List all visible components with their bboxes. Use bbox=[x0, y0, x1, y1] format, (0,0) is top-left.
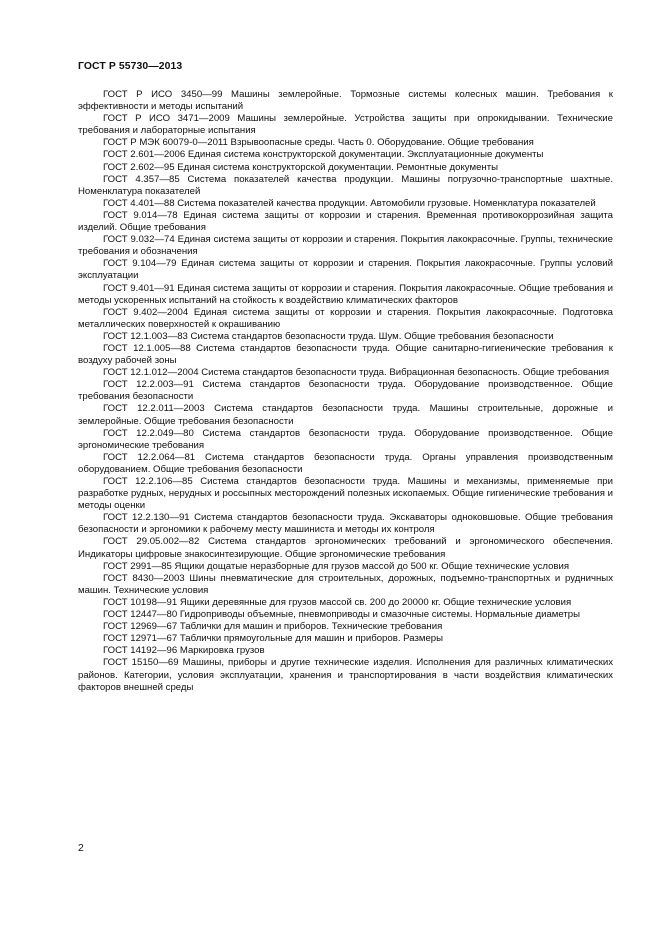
reference-item: ГОСТ 12.1.003—83 Система стандартов безопасности труда. Шум. Общие требования безопасности bbox=[103, 330, 554, 342]
reference-item: ГОСТ 9.401—91 Единая система защиты от коррозии и старения. Покрытия лакокрасочные. Общие требования и методы ускоренных испытаний на стойкость к воздействию климатических факторов bbox=[78, 282, 613, 306]
reference-item: ГОСТ 12.1.012—2004 Система стандартов безопасности труда. Вибрационная безопасность. Общие требования bbox=[103, 367, 610, 379]
document-header: ГОСТ Р 55730—2013 bbox=[78, 61, 183, 72]
reference-item: ГОСТ 10198—91 Ящики деревянные для грузов массой св. 200 до 20000 кг. Общие технические условия bbox=[103, 596, 572, 608]
reference-item: ГОСТ 4.357—85 Система показателей качества продукции. Машины погрузочно-транспортные шахтные. Номенклатура показателей bbox=[78, 173, 613, 197]
reference-item: ГОСТ Р ИСО 3450—99 Машины землеройные. Тормозные системы колесных машин. Требования к эффективности и методы испытаний bbox=[78, 89, 613, 113]
reference-item: ГОСТ 2.602—95 Единая система конструкторской документации. Ремонтные документы bbox=[103, 161, 498, 173]
normative-references-list bbox=[78, 89, 613, 694]
reference-item: ГОСТ 12.2.106—85 Система стандартов безопасности труда. Машины и механизмы, применяемые при разработке рудных, нерудных и россыпных месторождений полезных ископаемых. Общие гигиенические требования и методы оценки bbox=[78, 476, 613, 512]
reference-item: ГОСТ 29.05.002—82 Система стандартов эргономических требований и эргономического обеспечения. Индикаторы цифровые знакосинтезирующие. Общие эргономические требования bbox=[78, 536, 613, 560]
reference-item: ГОСТ 2.601—2006 Единая система конструкторской документации. Эксплуатационные документы bbox=[103, 149, 544, 161]
reference-item: ГОСТ 2991—85 Ящики дощатые неразборные для грузов массой до 500 кг. Общие технические условия bbox=[103, 560, 570, 572]
reference-item: ГОСТ 9.402—2004 Единая система защиты от коррозии и старения. Покрытия лакокрасочные. Подготовка металлических поверхностей к окрашиванию bbox=[78, 306, 613, 330]
reference-item: ГОСТ 9.104—79 Единая система защиты от коррозии и старения. Покрытия лакокрасочные. Группы условий эксплуатации bbox=[78, 258, 613, 282]
reference-item: ГОСТ 9.014—78 Единая система защиты от коррозии и старения. Временная противокоррозийная защита изделий. Общие требования bbox=[78, 209, 613, 234]
page-number: 2 bbox=[78, 843, 84, 854]
reference-item: ГОСТ 12.2.049—80 Система стандартов безопасности труда. Оборудование производственное. Общие эргономические требования bbox=[78, 427, 613, 451]
reference-item: ГОСТ 12.2.003—91 Система стандартов безопасности труда. Оборудование производственное. Общие требования безопасности bbox=[78, 379, 613, 403]
reference-item: ГОСТ 12.2.130—91 Система стандартов безопасности труда. Экскаваторы одноковшовые. Общие требования безопасности и эргономики к рабочему месту машиниста и методы их контроля bbox=[78, 512, 613, 536]
reference-item: ГОСТ 12447—80 Гидроприводы объемные, пневмоприводы и смазочные системы. Нормальные диаметры bbox=[103, 609, 581, 621]
reference-item: ГОСТ 4.401—88 Система показателей качества продукции. Автомобили грузовые. Номенклатура показателей bbox=[103, 197, 596, 209]
reference-item: ГОСТ 12969—67 Таблички для машин и приборов. Технические требования bbox=[103, 621, 443, 633]
reference-item: ГОСТ 12971—67 Таблички прямоугольные для машин и приборов. Размеры bbox=[103, 633, 444, 645]
reference-item: ГОСТ 9.032—74 Единая система защиты от коррозии и старения. Покрытия лакокрасочные. Группы, технические требования и обозначения bbox=[78, 234, 613, 258]
reference-item: ГОСТ 15150—69 Машины, приборы и другие технические изделия. Исполнения для различных климатических районов. Категории, условия эксплуатации, хранения и транспортирования в части воздействия климатических факторов внешней среды bbox=[78, 657, 613, 693]
reference-item: ГОСТ 12.1.005—88 Система стандартов безопасности труда. Общие санитарно-гигиенические требования к воздуху рабочей зоны bbox=[78, 342, 613, 367]
reference-item: ГОСТ 8430—2003 Шины пневматические для строительных, дорожных, подъемно-транспортных и рудничных машин. Технические условия bbox=[78, 572, 613, 596]
reference-item: ГОСТ 14192—96 Маркировка грузов bbox=[103, 645, 265, 657]
reference-item: ГОСТ Р МЭК 60079-0—2011 Взрывоопасные среды. Часть 0. Оборудование. Общие требования bbox=[103, 137, 534, 149]
reference-item: ГОСТ 12.2.011—2003 Система стандартов безопасности труда. Машины строительные, дорожные и землеройные. Общие требования безопасности bbox=[78, 403, 613, 427]
reference-item: ГОСТ 12.2.064—81 Система стандартов безопасности труда. Органы управления производственным оборудованием. Общие требования безопасности bbox=[78, 451, 613, 475]
reference-item: ГОСТ Р ИСО 3471—2009 Машины землеройные. Устройства защиты при опрокидывании. Технические требования и лабораторные испытания bbox=[78, 113, 613, 137]
